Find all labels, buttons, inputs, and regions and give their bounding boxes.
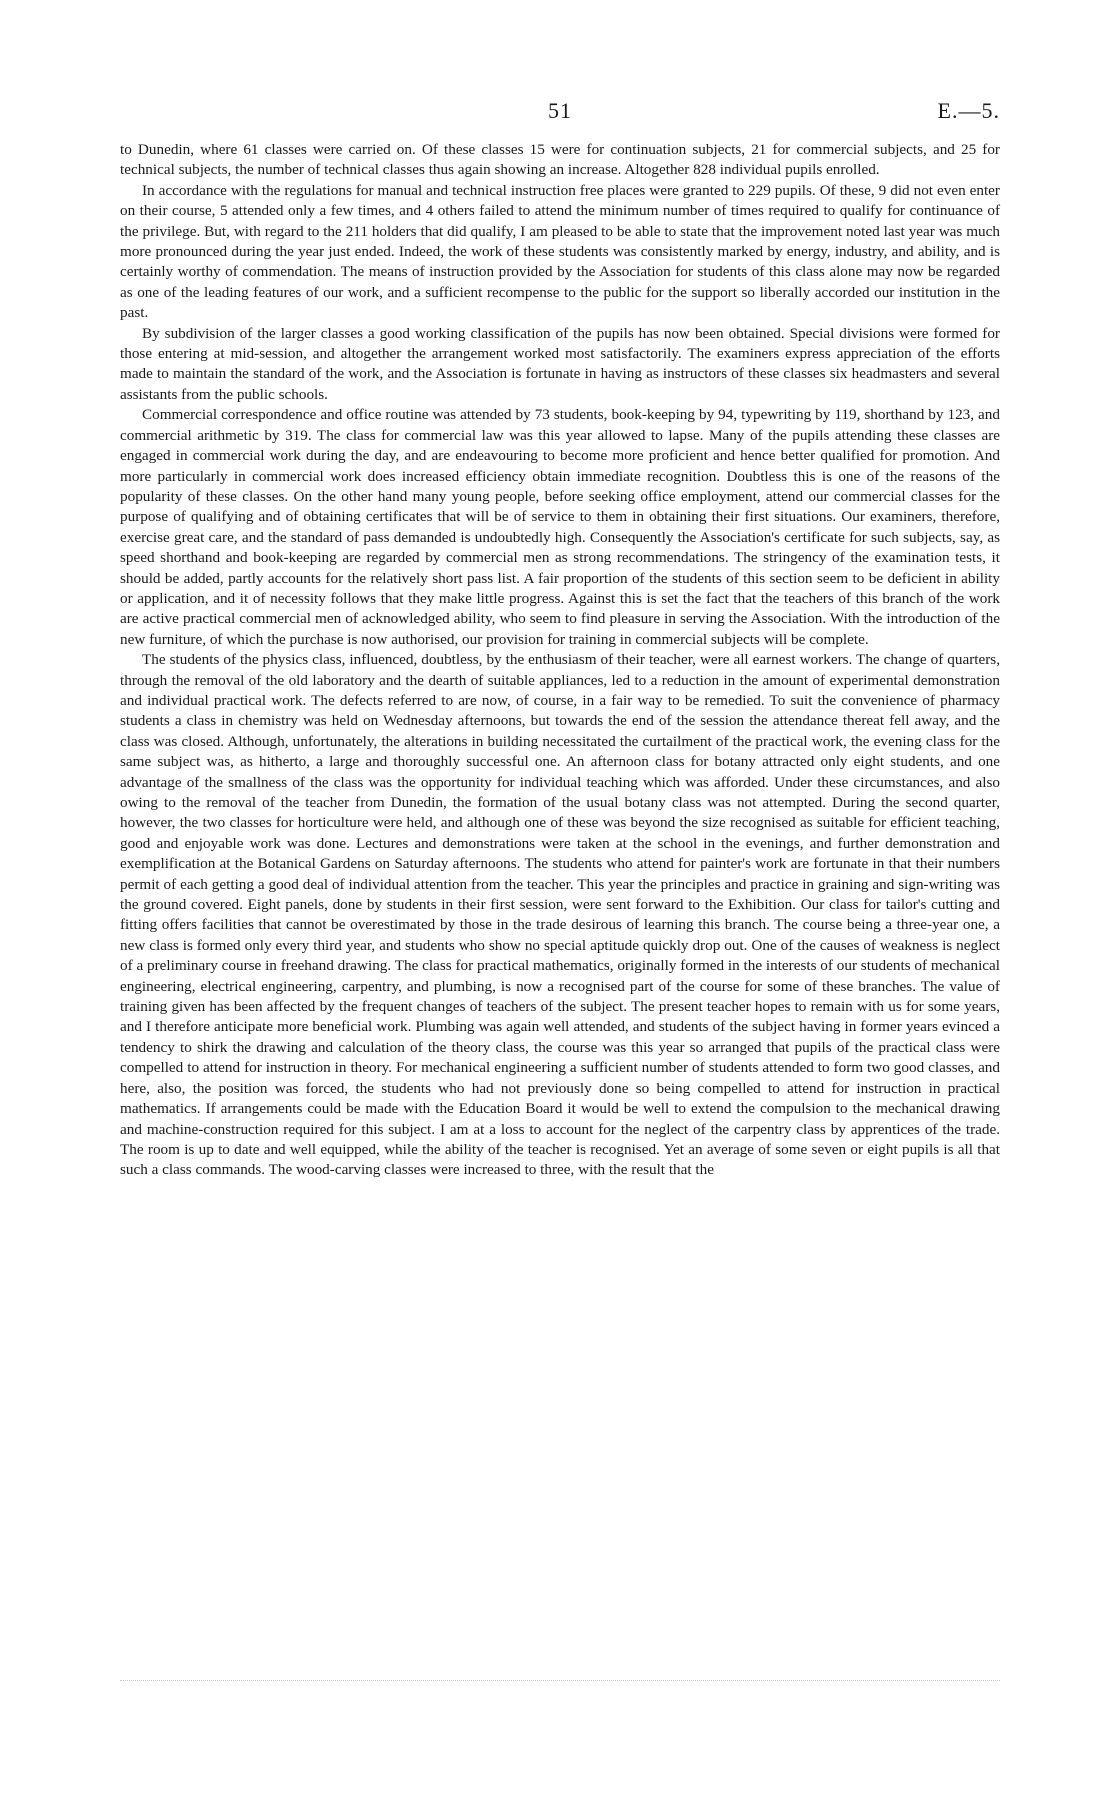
footer-divider <box>120 1680 1000 1681</box>
paragraph-technical: The students of the physics class, influenced, doubtless, by the enthusiasm of their teacher, were all earnest workers. The change of quarters, through the removal of the old laboratory and the dearth of suitable appliances, led to a reduction in the amount of experimental demonstration and individual practical work. The defects referred to are now, of course, in a fair way to be remedied. To suit the convenience of pharmacy students a class in chemistry was held on Wednesday afternoons, but towards the end of the session the attendance thereat fell away, and the class was closed. Although, unfortunately, the alterations in building necessitated the curtailment of the practical work, the evening class for the same subject was, as hitherto, a large and thoroughly successful one. An afternoon class for botany attracted only eight students, and one advantage of the smallness of the class was the opportunity for individual teaching which was afforded. Under these circumstances, and also owing to the removal of the teacher from Dunedin, the formation of the usual botany class was not attempted. During the second quarter, however, the two classes for horticulture were held, and although one of these was beyond the size recognised as suitable for efficient teaching, good and enjoyable work was done. Lectures and demonstrations were taken at the school in the evenings, and further demonstration and exemplification at the Botanical Gardens on Saturday afternoons. The students who attend for painter's work are fortunate in that their numbers permit of each getting a good deal of individual attention from the teacher. This year the principles and practice in graining and sign-writing was the ground covered. Eight panels, done by students in their first session, were sent forward to the Exhibition. Our class for tailor's cutting and fitting offers facilities that cannot be overestimated by those in the trade desirous of learning this branch. The course being a three-year one, a new class is formed only every third year, and students who show no special aptitude quickly drop out. One of the causes of weakness is neglect of a preliminary course in freehand drawing. The class for practical mathematics, originally formed in the interests of our students of mechanical engineering, electrical engineering, carpentry, and plumbing, is now a recognised part of the course for some of these branches. The value of training given has been affected by the frequent changes of teachers of the subject. The present teacher hopes to remain with us for some years, and I therefore anticipate more beneficial work. Plumbing was again well attended, and students of the subject having in former years evinced a tendency to shirk the drawing and calculation of the theory class, the course was this year so arranged that pupils of the practical class were compelled to attend for instruction in theory. For mechanical engineering a sufficient number of students attended to form two good classes, and here, also, the position was forced, the students who had not previously done so being compelled to attend for instruction in practical mathematics. If arrangements could be made with the Education Board it would be well to extend the compulsion to the mechanical drawing and machine-construction required for this subject. I am at a loss to account for the neglect of the carpentry class by apprentices of the trade. The room is up to date and well equipped, while the ability of the teacher is recognised. Yet an average of some seven or eight pupils is all that such a class commands. The wood-carving classes were increased to three, with the result that the <box>120 651 1000 1179</box>
document-reference: E.—5. <box>937 98 1000 123</box>
page-header <box>120 98 1000 128</box>
paragraph-commercial: Commercial correspondence and office routine was attended by 73 students, book-keeping by 94, typewriting by 119, shorthand by 123, and commercial arithmetic by 319. The class for commercial law was this year allowed to lapse. Many of the pupils attending these classes are engaged in commercial work during the day, and are endeavouring to become more proficient and hence better qualified for promotion. And more particularly in commercial work does increased efficiency obtain immediate recognition. Doubtless this is one of the reasons of the popularity of these classes. On the other hand many young people, before seeking office employment, attend our commercial classes for the purpose of qualifying and of obtaining certificates that will be of service to them in obtaining their first situations. Our examiners, therefore, exercise great care, and the standard of pass demanded is undoubtedly high. Consequently the Association's certificate for such subjects, say, as speed shorthand and book-keeping are regarded by commercial men as strong recommendations. The stringency of the examination tests, it should be added, partly accounts for the relatively short pass list. A fair proportion of the students of this section seem to be deficient in ability or application, and it of necessity follows that they make little progress. Against this is set the fact that the teachers of this branch of the work are active practical commercial men of acknowledged ability, who seem to find pleasure in serving the Association. With the introduction of the new furniture, of which the purchase is now authorised, our provision for training in commercial subjects will be complete. <box>120 406 1000 648</box>
page-number: 51 <box>548 98 572 123</box>
paragraph-classification: By subdivision of the larger classes a good working classification of the pupils has now been obtained. Special divisions were formed for those entering at mid-session, and altogether the arrangement worked most satisfactorily. The examiners express appreciation of the efforts made to maintain the standard of the work, and the Association is fortunate in having as instructors of these classes six headmasters and several assistants from the public schools. <box>120 324 1000 403</box>
paragraph-free-places: In accordance with the regulations for manual and technical instruction free places were granted to 229 pupils. Of these, 9 did not even enter on their course, 5 attended only a few times, and 4 others failed to attend the minimum number of times required to qualify for continuance of the privilege. But, with regard to the 211 holders that did qualify, I am pleased to be able to state that the improvement noted last year was much more pronounced during the year just ended. Indeed, the work of these students was consistently marked by energy, industry, and ability, and is certainly worthy of commendation. The means of instruction provided by the Association for students of this class alone may now be regarded as one of the leading features of our work, and a sufficient recompense to the public for the support so liberally accorded our institution in the past. <box>120 181 1000 322</box>
paragraph-continuation: to Dunedin, where 61 classes were carried on. Of these classes 15 were for continuation subjects, 21 for commercial subjects, and 25 for technical subjects, the number of technical classes thus again showing an increase. Altogether 828 individual pupils enrolled. <box>120 141 1000 179</box>
report-body <box>120 140 1000 1181</box>
